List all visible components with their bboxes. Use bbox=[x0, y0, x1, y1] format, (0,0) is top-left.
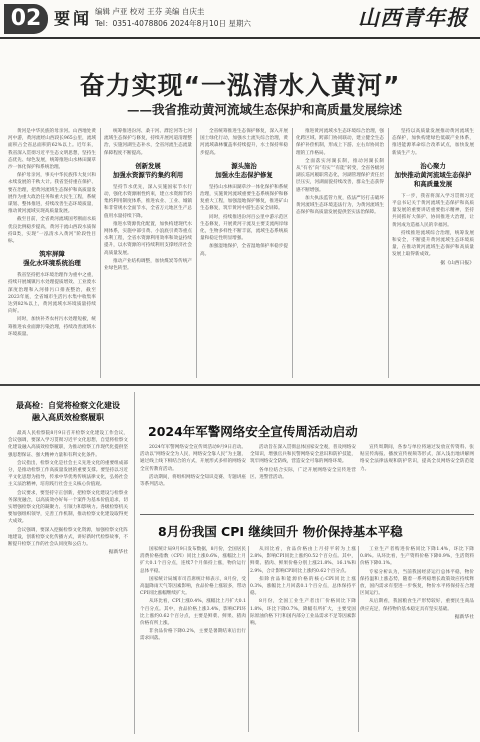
main-col-2: 统筹推进汾河、桑干河、滹沱河等七河流域生态保护与修复，持续开展河道清理整治，实施河湖生态补水，全省河流生态流量保障程度不断提高。 创新发展 加强水资源节约集约利用 坚持节水优先，深入实施国家节水行动，强化水资源刚性约束，建立水资源节约集约利用制度体系，推进农业、工业、城镇和非常规水全面节水，全省万元地区生产总值用水量持续下降。 推进水资源优化配置，加快构建现代水网体系，实施中部引黄、小浪底引黄等重点水利工程，全省水资源利用效率和效益持续提升，以水资源的可持续利用支撑经济社会高质量发展。 推动产业结构调整，加快煤炭等传统产业绿色转型。 bbox=[104, 129, 192, 272]
subhead-4: 治心聚力 加快推动黄河流域生态保护和高质量发展 bbox=[394, 161, 472, 188]
subhead-1: 筑牢屏障 强化水环境系统治理 bbox=[23, 250, 81, 268]
section-rule bbox=[0, 384, 480, 386]
page-header bbox=[0, 0, 480, 46]
col-divider bbox=[100, 128, 101, 378]
subhead-2: 创新发展 加强水资源节约集约利用 bbox=[112, 161, 184, 179]
col-divider bbox=[248, 546, 249, 732]
col-divider bbox=[292, 128, 293, 378]
main-col-4: 推进黄河流域水生态环境综合治理，强化跨区域、跨部门协同联动，建立健全生态保护补偿机制，形成上下游、左右岸协同治理的工作格局。 全面落实河湖长制，推动河湖长制从“有名”向“有实”“有能”转变，全省各级河湖长巡河履职常态化，河湖管理保护责任层层压实，河湖面貌持续改善，群众生态获得感不断增强。 加大执法监管力度，依法严厉打击破坏黄河流域生态环境违法行为，为黄河流域生态保护和高质量发展提供坚实法治保障。 bbox=[296, 129, 384, 216]
story-rule bbox=[140, 514, 474, 515]
side-byline: 据新华社 bbox=[108, 550, 128, 556]
col-divider bbox=[388, 128, 389, 378]
main-col-5: 坚持以高质量发展推动黄河流域生态保护，加快构建绿色低碳产业体系，推进能源革命综合改革试点，加快发展新质生产力。 治心聚力 加快推动黄河流域生态保护和高质量发展 下一步，我省将深入学习贯彻习近平总书记关于黄河流域生态保护和高质量发展的重要讲话重要指示精神，坚持共同抓好大保护、协同推进大治理，让黄河成为造福人民的幸福河。 持续推进流域综合治理，统筹发展和安全，不断提升黄河流域生态环境质量，在推动黄河流域生态保护和高质量发展上取得新成效。 据《山西日报》 bbox=[392, 129, 474, 266]
date-line: Tel：0351-4078806 2024年8月10日 星期六 bbox=[95, 19, 251, 28]
col-divider bbox=[134, 392, 135, 734]
col-divider bbox=[358, 546, 359, 732]
cpi-col-3: 工业生产者购进价格同比下降1.4%，环比下降0.8%。从环比看，生产资料价格下降0.9%，生活资料价格下降0.1%。 专家分析认为，当前我国经济运行总体平稳，物价保持温和上涨态势，随着一系列稳增长政策效应持续释放，国内需求有望进一步恢复，物价水平将保持在合理区间运行。 从后期看，我国粮食生产形势较好，重要民生商品供应充足，保持物价基本稳定具有坚实基础。 据新华社 bbox=[360, 547, 474, 620]
cpi-byline: 据新华社 bbox=[454, 614, 474, 620]
cpi-headline: 8月份我国 CPI 继续回升 物价保持基本平稳 bbox=[158, 524, 403, 539]
main-byline: 据《山西日报》 bbox=[440, 260, 474, 266]
side-headline: 最高检：自觉将检察文化建设 融入高质效检察履职 bbox=[16, 401, 120, 422]
header-rule bbox=[0, 37, 480, 39]
cpi-col-2: 从同比看，食品价格由上月持平转为上涨2.8%，影响CPI同比上涨约0.52个百分点。其中，鲜菜、猪肉、鲜果价格分别上涨21.8%、16.1%和2.9%，合计影响CPI同比上涨约0.62个百分点。 扣除食品和能源价格的核心CPI同比上涨0.3%，涨幅比上月回落0.1个百分点，总体保持平稳。 8月份，全国工业生产者出厂价格同比下降1.8%，环比下降0.7%，降幅有所扩大，主要受国际原油价格下行和国内部分工业品需求不足等因素影响。 bbox=[250, 547, 356, 627]
main-subheadline: ——我省推动黄河流域生态保护和高质量发展综述 bbox=[126, 102, 402, 117]
security-col-2: 活动旨在深入贯彻总体国家安全观，普及网络安全知识，增强官兵和民警网络安全意识和防护技能，筑牢网络安全防线，营造安全可靠的网络环境。 各单位结合实际，广泛开展网络安全宣传进营区、进警营活动。 bbox=[250, 445, 356, 480]
main-col-3: 全省统筹推进生态保护修复，深入开展国土绿化行动，加强水土流失综合治理，黄河流域森林覆盖率持续提升，水土保持率稳步提高。 源头施治 加强水生态保护修复 坚持山水林田湖草沙一体化保护和系统治理，实施黄河流域重要生态系统保护和修复重大工程，加强湿地保护修复，推进矿山生态修复，筑牢黄河中游生态安全屏障。 同时，持续推进汾河百公里中游示范区生态修复，开展黄河干流及主要支流两岸绿化，生物多样性不断丰富，流域生态系统质量和稳定性明显增强。 加强湿地保护，全省湿地保护率稳步提高。 bbox=[200, 129, 288, 257]
side-story-body: 最高人民检察院8月9日召开检察文化建设工作会议，会议强调，要深入学习贯彻习近平文化思想，自觉将检察文化建设融入高质效检察履职，为推动检察工作现代化提供坚强思想保证、强大精神力量和有利文化条件。 会议指出，检察文化是社会主义先进文化的重要组成部分，是推动检察工作高质量发展的重要支撑。要坚持以习近平文化思想为指导，传承中华优秀传统法律文化，弘扬社会主义法治精神，培育践行社会主义核心价值观。 会议要求，要坚持守正创新，把检察文化建设与检察业务深度融合，以高质效办好每一个案件为基本价值追求，切实增强检察文化的凝聚力、引领力和影响力。各级检察机关要加强组织领导，完善工作机制，推动检察文化建设取得更大成效。 会议强调，要深入挖掘检察文化资源，加强检察文化阵地建设，创新检察文化传播方式，讲好新时代检察故事，不断提升检察工作的社会认同度和公信力。 据新华社 bbox=[8, 431, 128, 556]
security-col-1: 2024年军警网络安全宣传周活动9月9日启动。活动以“网络安全为人民，网络安全靠人民”为主题，通过线上线下相结合的方式，开展形式多样的网络安全宣传教育活动。 活动期间，将组织网络安全知识竞赛、专题讲座等系列活动。 bbox=[140, 445, 246, 488]
masthead-logo: 山西青年报 bbox=[358, 5, 468, 30]
cpi-col-1: 国家统计局9月9日发布数据，8月份，全国居民消费价格指数（CPI）同比上涨0.6%，涨幅比上月扩大0.1个百分点，连续7个月保持上涨，物价运行总体平稳。 国家统计局城市司首席统计师表示，8月份，受高温降雨天气等因素影响，食品价格上涨较多，带动CPI同比涨幅继续扩大。 从环比看，CPI上涨0.4%，涨幅比上月扩大0.1个百分点。其中，食品价格上涨3.4%，影响CPI环比上涨约0.62个百分点，主要是鲜菜、鲜果、猪肉价格有所上涨。 非食品价格下降0.2%，主要是暑期结束后出行需求回落。 bbox=[140, 547, 246, 642]
main-col-1: 黄河是中华民族的母亲河。山西地处黄河中游，黄河流经山西段长965公里，流域面积占全省总面积的62%以上。近年来，我省深入贯彻习近平生态文明思想，坚持生态优先、绿色发展，统筹推进山水林田湖草沙一体化保护和系统治理。 保护母亲河，事关中华民族伟大复兴和永续发展的千秋大计。我省坚持重在保护、要在治理，把黄河流域生态保护和高质量发展作为重大政治任务和重大民生工程，系统谋划、整体推进，持续改善生态环境质量，推动黄河流域实现高质量发展。 截至目前，全省黄河流域国考断面水质优良比例稳步提高，黄河干流山西段水质保持Ⅱ类，实现“一泓清水入黄河”阶段性目标。 筑牢屏障 强化水环境系统治理 我省坚持把水环境治理作为重中之重，持续开展城镇污水处理提质增效、工业废水深度治理和入河排污口排查整治，截至2023年底，全省城市生活污水集中收集率达到82%以上，黄河流域水环境质量持续向好。 同时，加快补齐农村污水处理短板，统筹推进农业面源污染治理，持续改善流域水环境质量。 bbox=[8, 129, 96, 337]
security-col-3: 宣传周期间，各参与单位将通过发放宣传资料、张贴宣传海报、播放宣传视频等形式，深入浅出地讲解网络安全法律法规和防护常识，提高全员网络安全防范能力。 bbox=[360, 445, 474, 472]
editor-line: 编辑 卢亚 校对 王芬 美编 自庆圭 bbox=[95, 7, 205, 16]
section-name: 要闻 bbox=[54, 9, 93, 28]
subhead-3: 源头施治 加强水生态保护修复 bbox=[215, 161, 273, 179]
security-headline: 2024年军警网络安全宣传周活动启动 bbox=[148, 424, 358, 439]
col-divider bbox=[196, 128, 197, 378]
page-number: 02 bbox=[4, 4, 48, 34]
main-headline: 奋力实现“一泓清水入黄河” bbox=[79, 71, 401, 100]
